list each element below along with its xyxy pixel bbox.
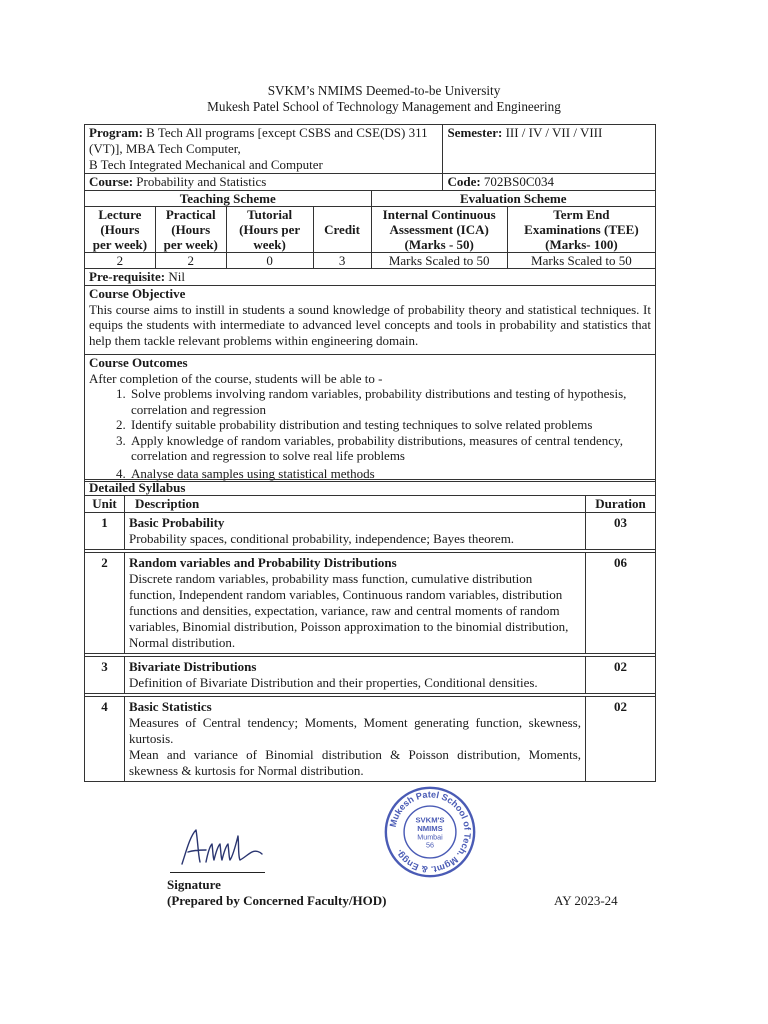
program-value-1: B Tech All programs [except CSBS and CSE(DS) 311 <box>146 125 428 140</box>
syllabus-unit-row <box>85 696 656 781</box>
unit-description <box>124 696 585 781</box>
unit-body: Measures of Central tendency; Moments, Moment generating function, skewness, kurtosis. <box>128 714 581 746</box>
unit-body: Mean and variance of Binomial distribution & Poisson distribution, Moments, skewness & kurtosis for Normal distribution. <box>128 746 581 778</box>
syllabus-title-row <box>85 480 656 496</box>
university-name: SVKM’s NMIMS Deemed-to-be University <box>267 83 501 98</box>
outcomes-cell <box>85 355 656 482</box>
objective-cell <box>85 286 656 355</box>
tee-header: Term End Examinations (TEE) (Marks- 100) <box>507 207 655 253</box>
outcome-item: 4. Analyse data samples using statistical methods <box>129 466 651 482</box>
prepared-by-label: (Prepared by Concerned Faculty/HOD) <box>167 893 387 908</box>
institution-seal-icon <box>382 784 478 880</box>
unit-body: Discrete random variables, probability mass function, cumulative distribution function, Independent random variables, Continuous random variables, distribution functions and densities, expectation, variance, raw and central moments of random variables, Binomial distribution, Poisson approximation to the binomial distribution, Normal distribution. <box>128 570 569 650</box>
code-value: 702BS0C034 <box>483 174 554 189</box>
unit-body: Probability spaces, conditional probability, independence; Bayes theorem. <box>128 530 515 546</box>
syllabus-table <box>84 479 656 782</box>
prerequisite-value: Nil <box>168 269 185 285</box>
seal-ring-text: Mukesh Patel School of Tech. Mgmt. & Engg. <box>387 789 473 875</box>
objective-title: Course Objective <box>89 286 186 302</box>
syllabus-unit-row <box>85 552 656 653</box>
tutorial-value: 0 <box>226 253 313 269</box>
tutorial-header: Tutorial (Hours per week) <box>226 207 313 253</box>
signature-label: Signature <box>167 877 221 892</box>
unit-number: 1 <box>85 512 125 549</box>
outcomes-intro: After completion of the course, students will be able to - <box>89 370 383 386</box>
scheme-values-row <box>85 253 656 269</box>
outcome-item: 2. Identify suitable probability distribution and testing techniques to solve related problems <box>129 417 651 433</box>
handwritten-signature-icon <box>176 822 266 870</box>
course-info-table <box>84 124 656 482</box>
unit-duration: 02 <box>586 656 656 693</box>
unit-title: Basic Statistics <box>128 698 212 714</box>
objective-text: This course aims to instill in students a sound knowledge of probability theory and statistical techniques. It equips the students with intermediate to advanced level concepts and tools in probability and statistics that help them tackle relevant problems within engineering domain. <box>89 301 651 348</box>
practical-header: Practical (Hours per week) <box>155 207 226 253</box>
scheme-columns-row <box>85 207 656 253</box>
credit-value: 3 <box>313 253 371 269</box>
code-label: Code: <box>447 174 481 189</box>
semester-cell <box>443 125 656 174</box>
unit-number: 3 <box>85 656 125 693</box>
outcomes-list <box>129 386 651 481</box>
unit-description <box>124 656 585 693</box>
code-cell <box>443 174 656 191</box>
signature-line <box>170 872 265 873</box>
course-cell <box>85 174 443 191</box>
academic-year: AY 2023-24 <box>554 893 618 908</box>
program-cell <box>85 125 443 174</box>
tee-value: Marks Scaled to 50 <box>507 253 655 269</box>
syllabus-header-row <box>85 496 656 513</box>
unit-header: Unit <box>85 496 125 513</box>
unit-title: Random variables and Probability Distributions <box>128 554 397 570</box>
outcome-item: 3. Apply knowledge of random variables, probability distributions, measures of central tendency, correlation and regression to solve real life problems <box>129 433 651 464</box>
seal-line-4: 56 <box>426 840 434 850</box>
seal-line-3: Mumbai <box>417 832 443 842</box>
lecture-header: Lecture (Hours per week) <box>85 207 156 253</box>
practical-value: 2 <box>155 253 226 269</box>
unit-duration: 06 <box>586 552 656 653</box>
credit-header: Credit <box>313 207 371 253</box>
semester-label: Semester: <box>447 125 503 140</box>
unit-title: Basic Probability <box>128 514 225 530</box>
unit-duration: 02 <box>586 696 656 781</box>
objective-row <box>85 286 656 355</box>
document-header <box>0 83 768 115</box>
unit-body: Definition of Bivariate Distribution and their properties, Conditional densities. <box>128 674 538 690</box>
teaching-scheme-heading: Teaching Scheme <box>85 190 372 207</box>
syllabus-unit-row <box>85 512 656 549</box>
syllabus-unit-row <box>85 656 656 693</box>
unit-description <box>124 512 585 549</box>
course-row <box>85 174 656 191</box>
school-name: Mukesh Patel School of Technology Management and Engineering <box>207 99 561 114</box>
program-row <box>85 125 656 174</box>
semester-value: III / IV / VII / VIII <box>505 125 603 140</box>
syllabus-title: Detailed Syllabus <box>85 480 656 496</box>
seal-line-1: SVKM'S <box>415 815 445 825</box>
course-label: Course: <box>89 174 134 189</box>
prerequisite-cell <box>85 269 656 286</box>
unit-number: 2 <box>85 552 125 653</box>
outcomes-title: Course Outcomes <box>89 355 188 371</box>
program-value-2: (VT)], MBA Tech Computer, <box>89 141 241 156</box>
ica-value: Marks Scaled to 50 <box>371 253 507 269</box>
unit-number: 4 <box>85 696 125 781</box>
evaluation-scheme-heading: Evaluation Scheme <box>371 190 655 207</box>
description-header: Description <box>124 496 585 513</box>
outcomes-row <box>85 355 656 482</box>
seal-line-2: NMIMS <box>417 824 443 834</box>
program-value-3: B Tech Integrated Mechanical and Computer <box>89 157 323 172</box>
lecture-value: 2 <box>85 253 156 269</box>
outcome-item: 1. Solve problems involving random variables, probability distributions and testing of hypothesis, correlation and regression <box>129 386 651 417</box>
unit-title: Bivariate Distributions <box>128 658 257 674</box>
unit-description <box>124 552 585 653</box>
ica-header: Internal Continuous Assessment (ICA) (Marks - 50) <box>371 207 507 253</box>
unit-duration: 03 <box>586 512 656 549</box>
prerequisite-row <box>85 269 656 286</box>
course-value: Probability and Statistics <box>136 174 267 189</box>
prerequisite-label: Pre-requisite: <box>89 269 166 285</box>
scheme-header-row <box>85 190 656 207</box>
program-label: Program: <box>89 125 143 140</box>
duration-header: Duration <box>586 496 656 513</box>
